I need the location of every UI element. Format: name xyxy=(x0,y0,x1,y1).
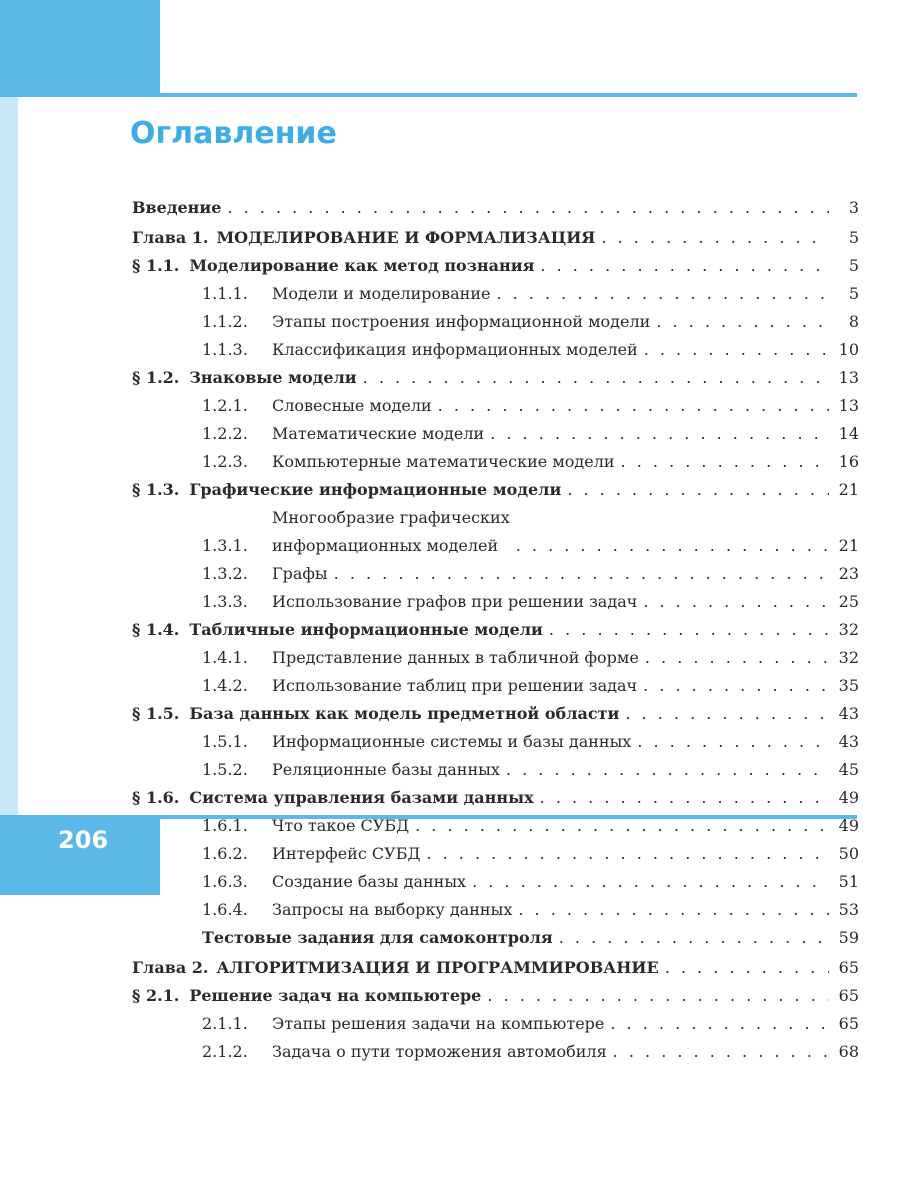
dot-leader xyxy=(490,424,829,444)
side-strip xyxy=(0,97,18,815)
toc-entry-number: § 1.6. xyxy=(132,788,180,807)
toc-entry xyxy=(132,648,859,668)
toc-entry-page: 14 xyxy=(838,424,859,443)
toc-entry xyxy=(132,564,859,584)
toc-entry-label: Модели и моделирование xyxy=(272,284,491,303)
toc-entry-label: База данных как модель предметной области xyxy=(189,704,620,723)
toc-entry-page: 50 xyxy=(838,844,859,863)
toc-entry-number: § 1.3. xyxy=(132,480,180,499)
toc-entry-number: 1.6.1. xyxy=(202,816,248,835)
toc-entry xyxy=(132,1014,859,1034)
toc-entry xyxy=(132,508,859,556)
dot-leader xyxy=(518,900,829,920)
dot-leader xyxy=(656,312,829,332)
toc-entry-number: § 1.2. xyxy=(132,368,180,387)
toc-entry xyxy=(132,704,859,724)
toc-entry-page: 5 xyxy=(848,284,859,303)
dot-leader xyxy=(613,1042,829,1062)
dot-leader xyxy=(487,986,829,1006)
toc-entry xyxy=(132,1042,859,1062)
toc-entry-page: 23 xyxy=(838,564,859,583)
toc-entry-label: Графы xyxy=(272,564,328,583)
toc-entry-label: МОДЕЛИРОВАНИЕ И ФОРМАЛИЗАЦИЯ xyxy=(216,228,596,247)
toc-entry-number: 1.1.3. xyxy=(202,340,248,359)
toc-entry-number: § 1.1. xyxy=(132,256,180,275)
toc-entry xyxy=(132,368,859,388)
dot-leader xyxy=(601,228,829,248)
toc-entry-page: 49 xyxy=(838,788,859,807)
toc-entry-page: 43 xyxy=(838,704,859,723)
toc-entry-label: Создание базы данных xyxy=(272,872,467,891)
toc-entry-label-line: Многообразие графических xyxy=(272,508,510,527)
toc-entry-number: 1.2.3. xyxy=(202,452,248,471)
toc-entry-page: 21 xyxy=(838,480,859,499)
toc-entry-page: 65 xyxy=(838,958,859,977)
toc-entry-number: 1.2.2. xyxy=(202,424,248,443)
toc-entry-page: 49 xyxy=(838,816,859,835)
toc-entry-number: 1.6.2. xyxy=(202,844,248,863)
dot-leader xyxy=(610,1014,829,1034)
toc-entry-label: Решение задач на компьютере xyxy=(189,986,482,1005)
toc-entry-page: 16 xyxy=(838,452,859,471)
dot-leader xyxy=(363,368,829,388)
toc-entry-label: Представление данных в табличной форме xyxy=(272,648,639,667)
toc-entry-label: Система управления базами данных xyxy=(189,788,534,807)
dot-leader xyxy=(506,760,829,780)
toc-entry xyxy=(132,816,859,836)
dot-leader xyxy=(516,536,829,556)
toc-entry-number: Глава 1. xyxy=(132,228,209,247)
toc-entry-page: 3 xyxy=(848,198,859,217)
dot-leader xyxy=(415,816,829,836)
toc-entry-number: § 2.1. xyxy=(132,986,180,1005)
table-of-contents xyxy=(132,198,859,1062)
toc-entry-label: Информационные системы и базы данных xyxy=(272,732,632,751)
toc-entry xyxy=(132,732,859,752)
toc-entry xyxy=(132,340,859,360)
toc-entry-number: 1.3.3. xyxy=(202,592,248,611)
dot-leader xyxy=(567,480,829,500)
toc-entry-label: Этапы построения информационной модели xyxy=(272,312,651,331)
toc-entry xyxy=(132,592,859,612)
dot-leader xyxy=(426,844,829,864)
toc-entry-number: § 1.5. xyxy=(132,704,180,723)
toc-entry-label: Тестовые задания для самоконтроля xyxy=(202,928,553,947)
toc-entry-label: Реляционные базы данных xyxy=(272,760,500,779)
toc-entry xyxy=(132,620,859,640)
toc-entry-number: 1.6.4. xyxy=(202,900,248,919)
toc-entry-page: 43 xyxy=(838,732,859,751)
dot-leader xyxy=(227,198,829,218)
dot-leader xyxy=(540,788,829,808)
toc-entry xyxy=(132,256,859,276)
toc-entry-label: Использование таблиц при решении задач xyxy=(272,676,638,695)
toc-entry-page: 25 xyxy=(838,592,859,611)
toc-entry-page: 65 xyxy=(838,1014,859,1033)
page-title: Оглавление xyxy=(130,116,337,151)
toc-entry-number: 1.6.3. xyxy=(202,872,248,891)
toc-entry-page: 65 xyxy=(838,986,859,1005)
toc-entry-label: Что такое СУБД xyxy=(272,816,410,835)
toc-entry-number: 2.1.2. xyxy=(202,1042,248,1061)
toc-entry xyxy=(132,284,859,304)
dot-leader xyxy=(643,592,829,612)
dot-leader xyxy=(637,732,829,752)
toc-entry-number: Глава 2. xyxy=(132,958,209,977)
toc-entry-page: 68 xyxy=(838,1042,859,1061)
toc-entry-label: Математические модели xyxy=(272,424,485,443)
toc-entry xyxy=(132,872,859,892)
dot-leader xyxy=(645,648,829,668)
toc-entry-label-line: информационных моделей xyxy=(272,536,499,555)
toc-entry-page: 13 xyxy=(838,368,859,387)
dot-leader xyxy=(625,704,829,724)
header-color-block xyxy=(0,0,160,97)
toc-entry-label: Запросы на выборку данных xyxy=(272,900,513,919)
toc-entry-label: Использование графов при решении задач xyxy=(272,592,638,611)
toc-entry-number: § 1.4. xyxy=(132,620,180,639)
toc-entry xyxy=(132,480,859,500)
toc-entry xyxy=(132,424,859,444)
toc-entry-page: 53 xyxy=(838,900,859,919)
dot-leader xyxy=(472,872,829,892)
toc-entry-page: 8 xyxy=(848,312,859,331)
toc-entry-number: 1.1.1. xyxy=(202,284,248,303)
toc-entry-label: Классификация информационных моделей xyxy=(272,340,638,359)
toc-entry xyxy=(132,928,859,948)
toc-entry-number: 1.1.2. xyxy=(202,312,248,331)
toc-entry-page: 59 xyxy=(838,928,859,947)
header-rule xyxy=(160,93,857,97)
toc-entry xyxy=(132,986,859,1006)
toc-entry xyxy=(132,788,859,808)
toc-entry xyxy=(132,760,859,780)
toc-entry xyxy=(132,958,859,978)
toc-entry-label xyxy=(272,508,510,556)
toc-entry-label: Знаковые модели xyxy=(189,368,357,387)
toc-entry-page: 45 xyxy=(838,760,859,779)
dot-leader xyxy=(665,958,829,978)
toc-entry-label: Табличные информационные модели xyxy=(189,620,543,639)
toc-entry-label: Графические информационные модели xyxy=(189,480,562,499)
toc-entry-page: 32 xyxy=(838,648,859,667)
toc-entry xyxy=(132,312,859,332)
dot-leader xyxy=(644,340,829,360)
toc-entry xyxy=(132,676,859,696)
toc-entry-number: 1.3.1. xyxy=(202,536,248,555)
toc-entry-page: 5 xyxy=(848,228,859,247)
dot-leader xyxy=(643,676,829,696)
toc-entry xyxy=(132,228,859,248)
dot-leader xyxy=(540,256,829,276)
toc-entry-page: 13 xyxy=(838,396,859,415)
toc-entry-page: 10 xyxy=(838,340,859,359)
toc-entry-page: 32 xyxy=(838,620,859,639)
toc-entry xyxy=(132,900,859,920)
toc-entry-number: 1.4.1. xyxy=(202,648,248,667)
toc-entry-label: Словесные модели xyxy=(272,396,432,415)
toc-entry-label: АЛГОРИТМИЗАЦИЯ И ПРОГРАММИРОВАНИЕ xyxy=(216,958,659,977)
toc-entry-label: Компьютерные математические модели xyxy=(272,452,615,471)
toc-entry-number: 1.2.1. xyxy=(202,396,248,415)
toc-entry-label: Этапы решения задачи на компьютере xyxy=(272,1014,605,1033)
toc-entry-page: 51 xyxy=(838,872,859,891)
page-number: 206 xyxy=(58,826,109,854)
toc-entry-label: Задача о пути торможения автомобиля xyxy=(272,1042,607,1061)
toc-entry-page: 35 xyxy=(838,676,859,695)
toc-entry xyxy=(132,198,859,218)
toc-entry-number: 1.5.1. xyxy=(202,732,248,751)
toc-entry-number: 1.4.2. xyxy=(202,676,248,695)
toc-entry-label: Интерфейс СУБД xyxy=(272,844,421,863)
dot-leader xyxy=(438,396,829,416)
dot-leader xyxy=(334,564,829,584)
toc-entry-number: 1.5.2. xyxy=(202,760,248,779)
toc-entry xyxy=(132,452,859,472)
toc-entry-number: 2.1.1. xyxy=(202,1014,248,1033)
dot-leader xyxy=(549,620,829,640)
toc-entry-label: Моделирование как метод познания xyxy=(189,256,535,275)
dot-leader xyxy=(559,928,829,948)
toc-entry xyxy=(132,396,859,416)
toc-entry-page: 5 xyxy=(848,256,859,275)
dot-leader xyxy=(496,284,829,304)
toc-entry-number: 1.3.2. xyxy=(202,564,248,583)
toc-entry-label: Введение xyxy=(132,198,222,217)
toc-entry xyxy=(132,844,859,864)
dot-leader xyxy=(621,452,829,472)
toc-entry-page: 21 xyxy=(838,536,859,555)
